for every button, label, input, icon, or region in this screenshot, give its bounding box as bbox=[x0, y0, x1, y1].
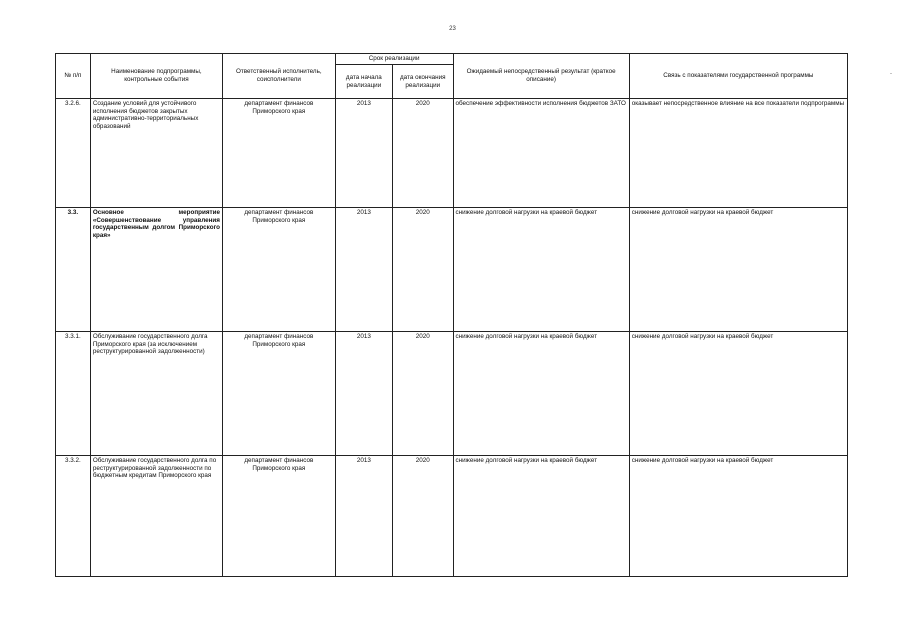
row-link: снижение долговой нагрузки на краевой бюджет bbox=[629, 332, 847, 456]
row-responsible: департамент финансов Приморского края bbox=[222, 208, 335, 332]
row-start-year: 2013 bbox=[335, 456, 392, 577]
program-table bbox=[55, 53, 848, 577]
header-name: Наименование подпрограммы, контрольные события bbox=[90, 54, 222, 99]
table-header bbox=[56, 54, 848, 99]
row-link: снижение долговой нагрузки на краевой бюджет bbox=[629, 208, 847, 332]
row-start-year: 2013 bbox=[335, 99, 392, 208]
table-row bbox=[56, 456, 848, 577]
table-row bbox=[56, 332, 848, 456]
row-responsible: департамент финансов Приморского края bbox=[222, 456, 335, 577]
row-name: Обслуживание государственного долга по реструктурированной задолженности по бюджетным кредитам Приморского края bbox=[90, 456, 222, 577]
row-responsible: департамент финансов Приморского края bbox=[222, 99, 335, 208]
row-number: 3.3.2. bbox=[56, 456, 91, 577]
row-result: снижение долговой нагрузки на краевой бюджет bbox=[453, 332, 629, 456]
row-number: 3.2.6. bbox=[56, 99, 91, 208]
row-result: снижение долговой нагрузки на краевой бюджет bbox=[453, 456, 629, 577]
header-start: дата начала реализации bbox=[335, 65, 392, 99]
page-number: 23 bbox=[449, 26, 456, 32]
header-period: Срок реализации bbox=[335, 54, 453, 65]
row-responsible: департамент финансов Приморского края bbox=[222, 332, 335, 456]
program-table-container bbox=[55, 53, 848, 577]
header-num: № п/п bbox=[56, 54, 91, 99]
header-link: Связь с показателями государственной программы bbox=[629, 54, 847, 99]
header-result: Ожидаемый непосредственный результат (краткое описание) bbox=[453, 54, 629, 99]
stray-mark: - bbox=[890, 71, 892, 77]
row-link: оказывает непосредственное влияние на все показатели подпрограммы bbox=[629, 99, 847, 208]
header-end: дата окончания реализации bbox=[393, 65, 453, 99]
table-row bbox=[56, 99, 848, 208]
row-start-year: 2013 bbox=[335, 332, 392, 456]
row-number: 3.3. bbox=[56, 208, 91, 332]
row-name: Обслуживание государственного долга Приморского края (за исключением реструктурированной задолженности) bbox=[90, 332, 222, 456]
row-link: снижение долговой нагрузки на краевой бюджет bbox=[629, 456, 847, 577]
row-end-year: 2020 bbox=[393, 208, 453, 332]
row-start-year: 2013 bbox=[335, 208, 392, 332]
row-result: обеспечение эффективности исполнения бюджетов ЗАТО bbox=[453, 99, 629, 208]
row-end-year: 2020 bbox=[393, 332, 453, 456]
header-responsible: Ответственный исполнитель, соисполнители bbox=[222, 54, 335, 99]
row-name: Основное мероприятие «Совершенствование управления государственным долгом Приморского края» bbox=[90, 208, 222, 332]
row-end-year: 2020 bbox=[393, 99, 453, 208]
row-name: Создание условий для устойчивого исполнения бюджетов закрытых административно-территориальных образований bbox=[90, 99, 222, 208]
row-end-year: 2020 bbox=[393, 456, 453, 577]
row-result: снижение долговой нагрузки на краевой бюджет bbox=[453, 208, 629, 332]
table-row bbox=[56, 208, 848, 332]
row-number: 3.3.1. bbox=[56, 332, 91, 456]
